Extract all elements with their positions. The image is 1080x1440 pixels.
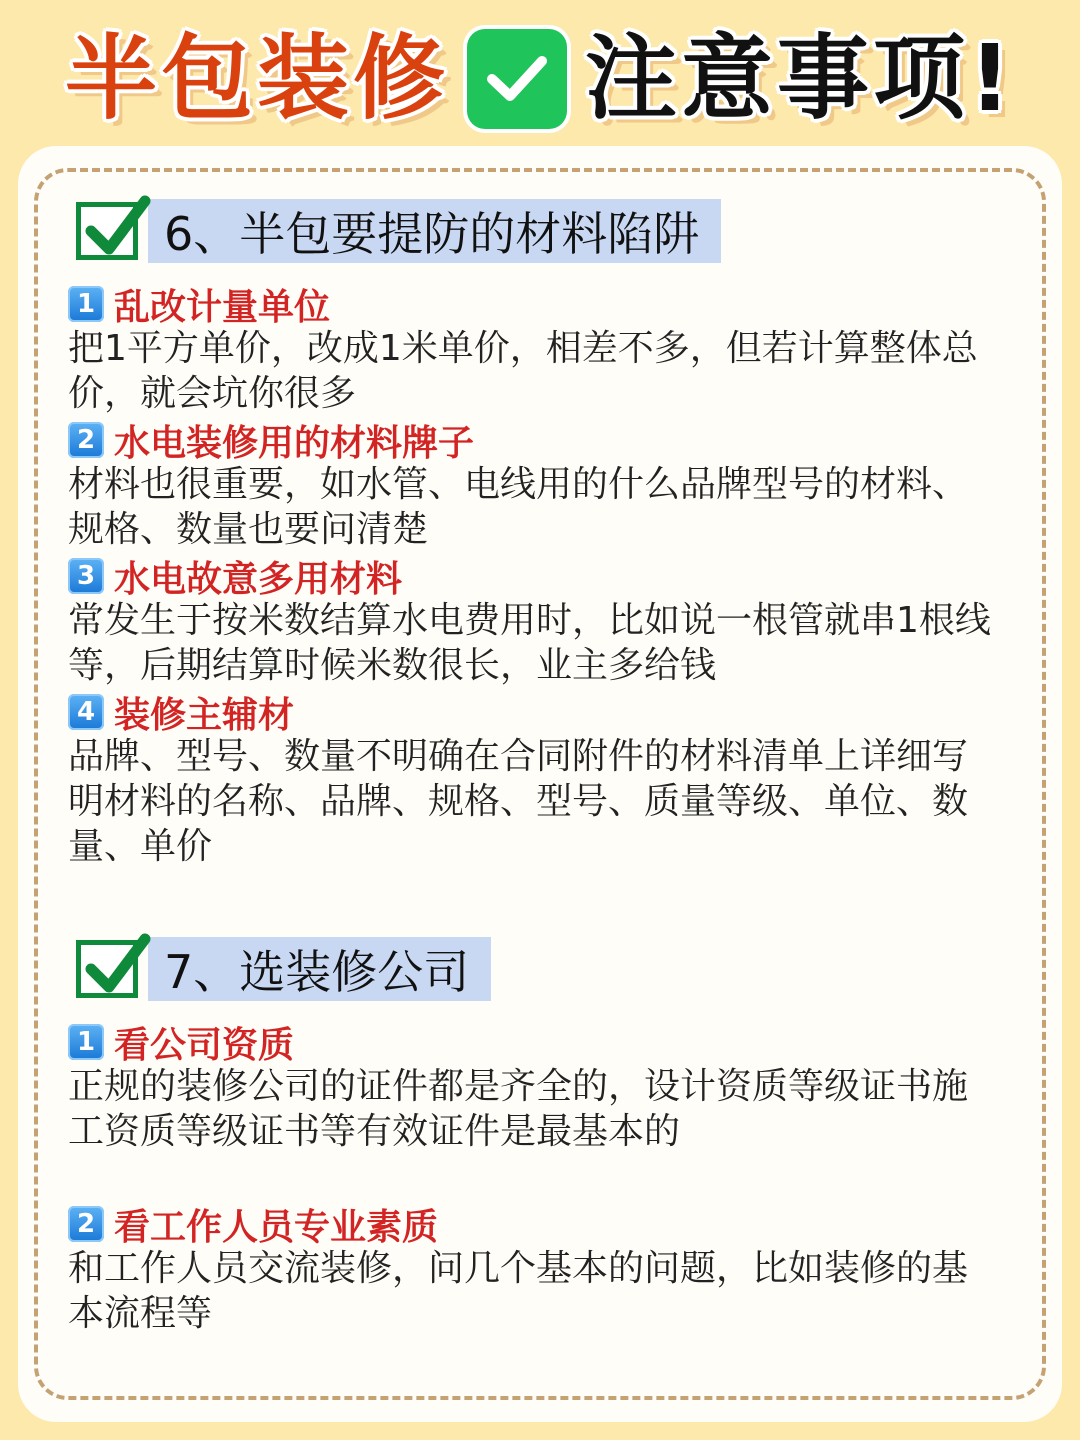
- item-title: 看工作人员专业素质: [114, 1206, 439, 1248]
- item-body: 正规的装修公司的证件都是齐全的，设计资质等级证书施工资质等级证书等有效证件是最基本的: [68, 1066, 969, 1152]
- content-card: [18, 146, 1062, 1422]
- item-body: 把1平方单价，改成1米单价，相差不多，但若计算整体总价，就会坑你很多: [68, 328, 978, 414]
- title-right: 注意事项!: [585, 25, 1015, 132]
- check-box-icon: [76, 202, 138, 260]
- item-title: 水电故意多用材料: [114, 558, 403, 600]
- item-title: 装修主辅材: [114, 694, 295, 736]
- item-title: 乱改计量单位: [114, 286, 331, 328]
- item-title: 看公司资质: [114, 1024, 295, 1066]
- section-heading-6: [76, 198, 721, 264]
- number-one-icon: 1: [68, 286, 104, 322]
- check-box-icon: [76, 940, 138, 998]
- list-item: [68, 1202, 1002, 1336]
- number-two-icon: 2: [68, 422, 104, 458]
- item-body: 常发生于按米数结算水电费用时，比如说一根管就串1根线等，后期结算时候米数很长，业主多给钱: [68, 600, 991, 686]
- section-heading-label: 6、半包要提防的材料陷阱: [148, 199, 721, 263]
- page-title: [0, 14, 1080, 144]
- number-one-icon: 1: [68, 1024, 104, 1060]
- section-heading-7: [76, 936, 491, 1002]
- green-check-box-icon: [467, 29, 567, 129]
- item-body: 品牌、型号、数量不明确在合同附件的材料清单上详细写明材料的名称、品牌、规格、型号、质量等级、单位、数量、单价: [68, 736, 969, 867]
- section-heading-label: 7、选装修公司: [148, 937, 491, 1001]
- item-body: 材料也很重要，如水管、电线用的什么品牌型号的材料、规格、数量也要问清楚: [68, 464, 969, 550]
- list-item: [68, 690, 1002, 869]
- list-item: [68, 282, 1002, 416]
- list-item: [68, 1020, 1002, 1154]
- title-left: 半包装修: [65, 25, 450, 132]
- number-three-icon: 3: [68, 558, 104, 594]
- number-two-icon: 2: [68, 1206, 104, 1242]
- list-item: [68, 418, 1002, 552]
- item-body: 和工作人员交流装修，问几个基本的问题，比如装修的基本流程等: [68, 1248, 969, 1334]
- number-four-icon: 4: [68, 694, 104, 730]
- list-item: [68, 554, 1002, 688]
- item-title: 水电装修用的材料牌子: [114, 422, 475, 464]
